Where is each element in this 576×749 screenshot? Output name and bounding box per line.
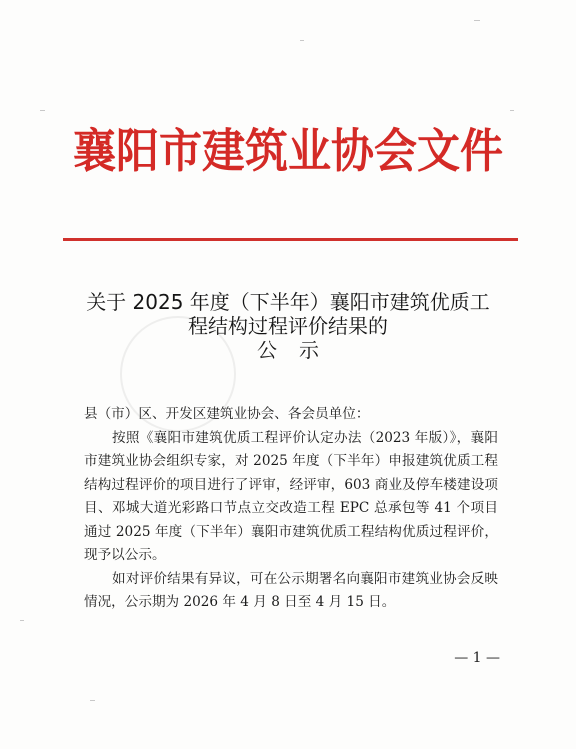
body-paragraph-1: 按照《襄阳市建筑优质工程评价认定办法（2023 年版）》，襄阳市建筑业协会组织专家，对 2025 年度（下半年）申报建筑优质工程结构过程评价的项目进行了评审，经评审，603 商业及停车楼建设项目、邓城大道光彩路口节点立交改造工程 EPC 总承包等 41 个项目通过 2025 年度（下半年）襄阳市建筑优质工程结构优质过程评价，现予以公示。 xyxy=(84,429,498,563)
body-paragraph-2: 如对评价结果有异议，可在公示期署名向襄阳市建筑业协会反映情况，公示期为 2026 年 4 月 8 日至 4 月 15 日。 xyxy=(84,570,498,610)
document-title xyxy=(60,290,516,362)
title-line-2: 程结构过程评价结果的 xyxy=(188,314,388,338)
salutation: 县（市）区、开发区建筑业协会、各会员单位： xyxy=(84,406,370,422)
scan-speck xyxy=(40,110,45,111)
scan-speck xyxy=(300,40,304,41)
title-line-3: 公示 xyxy=(257,338,341,362)
page-number: — 1 — xyxy=(454,650,500,666)
scan-speck xyxy=(510,110,514,111)
document-body xyxy=(84,403,498,615)
scan-speck xyxy=(474,20,480,21)
document-masthead: 襄阳市建筑业协会文件 xyxy=(73,125,503,179)
scan-speck xyxy=(90,700,95,701)
masthead-rule xyxy=(63,238,518,241)
title-line-1: 关于 2025 年度（下半年）襄阳市建筑优质工 xyxy=(86,290,490,314)
scan-speck xyxy=(20,620,24,621)
